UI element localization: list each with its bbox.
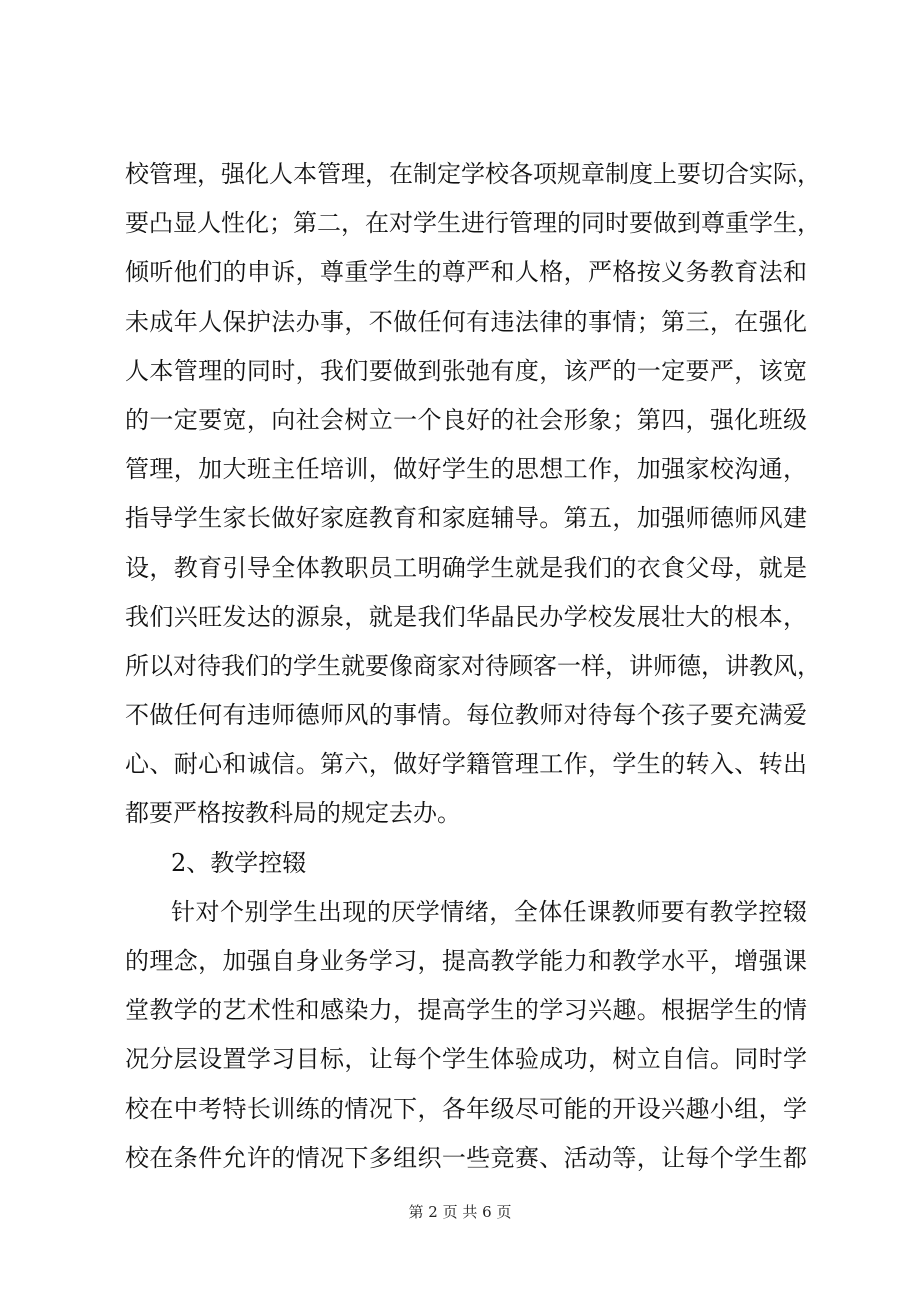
page-footer: 第 2 页 共 6 页 (408, 1203, 512, 1221)
text-line: 管理，加大班主任培训，做好学生的思想工作，加强家校沟通， (125, 455, 807, 484)
text-line: 心、耐心和诚信。第六，做好学籍管理工作，学生的转入、转出 (125, 750, 807, 779)
document-body (125, 150, 821, 1183)
text-line: 都要严格按教科局的规定去办。 (125, 799, 461, 828)
text-line: 未成年人保护法办事，不做任何有违法律的事情；第三，在强化 (125, 307, 807, 336)
text-line: 校在中考特长训练的情况下，各年级尽可能的开设兴趣小组，学 (125, 1094, 807, 1123)
text-line: 人本管理的同时，我们要做到张弛有度，该严的一定要严，该宽 (125, 356, 807, 385)
text-line: 况分层设置学习目标，让每个学生体验成功，树立自信。同时学 (125, 1045, 807, 1074)
section-heading: 2、教学控辍 (171, 848, 307, 877)
text-line: 我们兴旺发达的源泉，就是我们华晶民办学校发展壮大的根本， (125, 602, 807, 631)
text-line: 不做任何有违师德师风的事情。每位教师对待每个孩子要充满爱 (125, 701, 807, 730)
text-line: 的理念，加强自身业务学习，提高教学能力和教学水平，增强课 (125, 947, 807, 975)
text-line: 的一定要宽，向社会树立一个良好的社会形象；第四，强化班级 (125, 405, 807, 434)
text-line: 倾听他们的申诉，尊重学生的尊严和人格，严格按义务教育法和 (125, 258, 807, 287)
text-line: 指导学生家长做好家庭教育和家庭辅导。第五，加强师德师风建 (125, 504, 807, 533)
text-line: 针对个别学生出现的厌学情绪，全体任课教师要有教学控辍 (171, 897, 807, 926)
text-line: 校在条件允许的情况下多组织一些竞赛、活动等，让每个学生都 (125, 1143, 807, 1172)
text-line: 所以对待我们的学生就要像商家对待顾客一样，讲师德，讲教风， (125, 651, 821, 680)
text-line: 设，教育引导全体教职员工明确学生就是我们的衣食父母，就是 (125, 553, 807, 582)
text-line: 校管理，强化人本管理，在制定学校各项规章制度上要切合实际， (125, 160, 821, 188)
text-line: 堂教学的艺术性和感染力，提高学生的学习兴趣。根据学生的情 (125, 996, 807, 1025)
text-line: 要凸显人性化；第二，在对学生进行管理的同时要做到尊重学生， (125, 209, 821, 238)
